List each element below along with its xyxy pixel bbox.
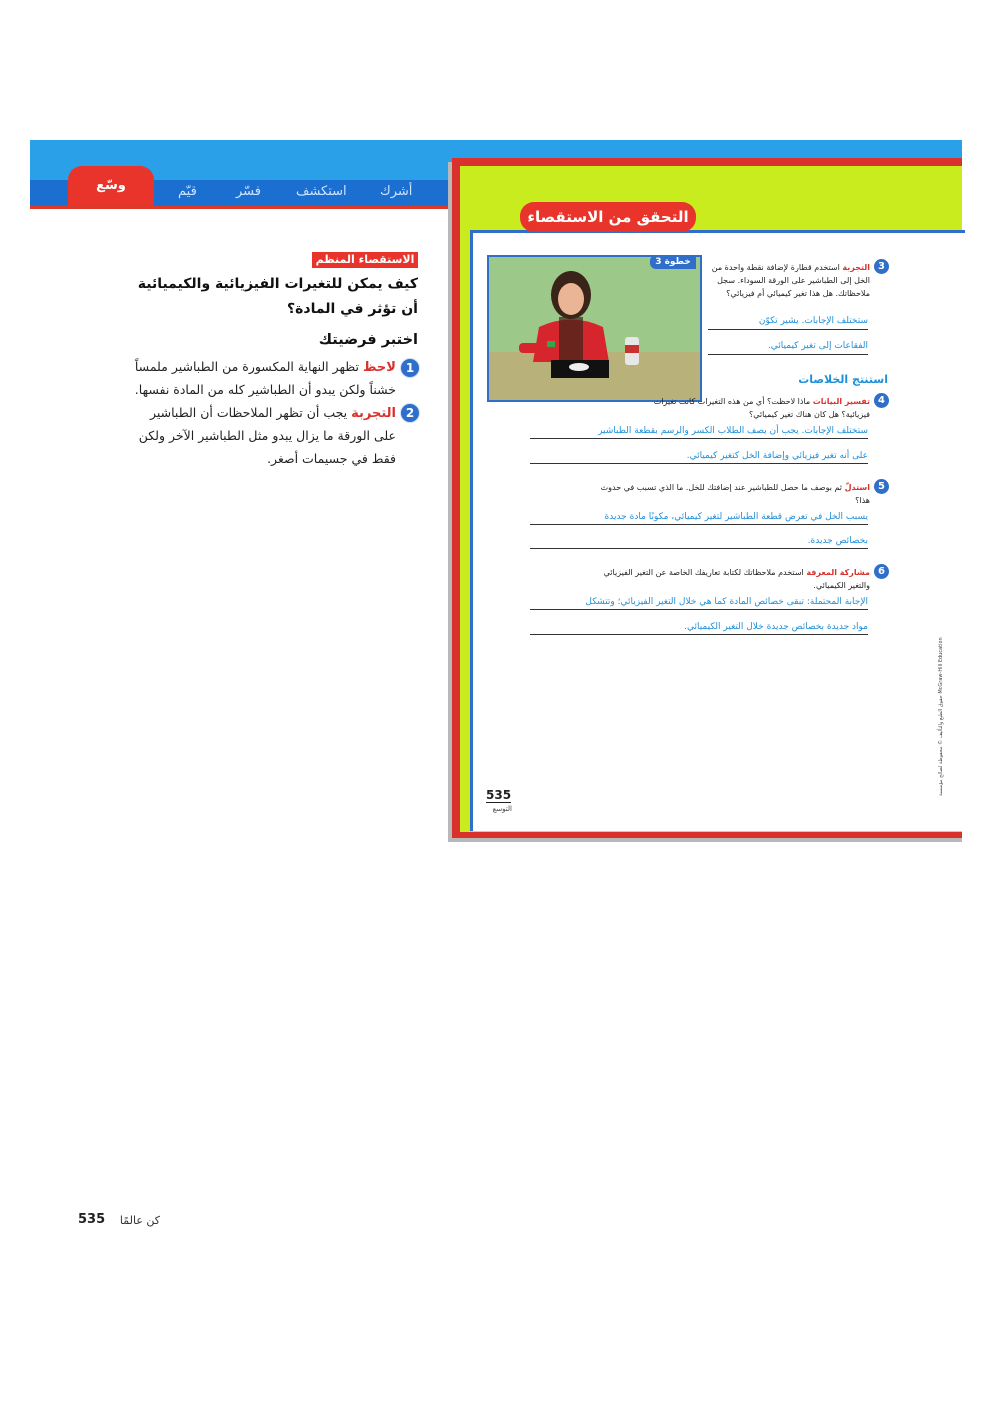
item-2-line-3: فقط في جسيمات أصغر. <box>267 451 396 466</box>
answer-line <box>530 609 868 610</box>
question-line-2: أن تؤثر في المادة؟ <box>287 301 418 317</box>
step-tag: خطوة 3 <box>650 255 696 269</box>
step-6-number: 6 <box>874 564 889 579</box>
panel-page-word: التوسع <box>492 805 512 813</box>
footer-page-number: 535 <box>78 1212 106 1227</box>
item-1-number: 1 <box>400 358 420 378</box>
girl-experiment-illustration <box>489 257 700 400</box>
answer-line <box>530 524 868 525</box>
step-5-answer-2: بخصائص جديدة. <box>807 536 868 546</box>
step-4-label: تفسير البيانات <box>812 397 870 406</box>
hypothesis-heading: اختبر فرضيتك <box>318 332 418 348</box>
step-4-body: ماذا لاحظت؟ أي من هذه التغيرات كانت تغيرات فيزيائية؟ هل كان هناك تغير كيميائي؟ <box>653 397 870 419</box>
answer-line <box>530 548 868 549</box>
step-6-body: استخدم ملاحظاتك لكتابة تعاريفك الخاصة عن التغير الفيزيائي والتغير الكيميائي. <box>603 568 870 590</box>
step-3-answer-2: الفقاعات إلى تغير كيميائي. <box>767 341 868 351</box>
item-2-text: يجب أن تظهر الملاحظات أن الطباشير <box>149 405 348 420</box>
answer-line <box>530 634 868 635</box>
tab-explore[interactable]: استكشف <box>296 184 347 199</box>
step-6-label: مشاركة المعرفة <box>806 568 870 577</box>
panel-page-number: 535 <box>486 788 512 802</box>
item-1-label: لاحظ <box>363 360 396 375</box>
structured-inquiry-tag: الاستقصاء المنظم <box>312 252 418 268</box>
step-3-number: 3 <box>874 259 889 274</box>
tab-evaluate[interactable]: قيّم <box>178 184 197 199</box>
item-2-label: التجربة <box>351 406 396 421</box>
experiment-photo <box>487 255 702 402</box>
step-4-number: 4 <box>874 393 889 408</box>
step-6-answer-1: الإجابة المحتملة: تبقى خصائص المادة كما هي خلال التغير الفيزيائي؛ وتتشكل <box>585 597 868 607</box>
item-1-line-2: خشناً ولكن يبدو أن الطباشير كله من المادة نفسها. <box>134 382 396 397</box>
copyright-vertical: حقوق الطبع والتأليف © محفوظة لصالح مؤسسة McGraw-Hill Education <box>938 637 944 796</box>
answer-line <box>530 438 868 439</box>
step-4-answer-1: ستختلف الإجابات. يجب أن يصف الطلاب الكسر والرسم بقطعة الطباشير <box>598 426 868 436</box>
question-line-1: كيف يمكن للتغيرات الفيزيائية والكيميائية <box>137 276 418 292</box>
tab-expand-active[interactable]: وسّع <box>68 166 154 206</box>
step-3-text <box>704 261 870 300</box>
step-3-body: استخدم قطارة لإضافة نقطة واحدة من الخل إلى الطباشير على الورقة السوداء. سجل ملاحظاتك. هل هذا تغير كيميائي أم فيزيائي؟ <box>711 263 870 298</box>
tab-engage[interactable]: أشرك <box>380 184 413 199</box>
tab-explain[interactable]: فسّر <box>236 184 261 199</box>
item-2-line-2: على الورقة ما يزال يبدو مثل الطباشير الآخر ولكن <box>138 428 396 443</box>
conclusions-heading: استنتج الخلاصات <box>798 373 888 386</box>
step-3-label: التجربة <box>842 263 870 272</box>
item-2-line-1 <box>110 401 396 425</box>
step-5-text <box>590 481 870 507</box>
footer-text: كن عالمًا <box>119 1214 160 1227</box>
step-5-body: ثم بوصف ما حصل للطباشير عند إضافتك للخل. ما الذي تسبب في حدوث هذا؟ <box>600 483 870 505</box>
item-1-text: تظهر النهاية المكسورة من الطباشير ملمساً <box>134 359 360 374</box>
answer-line <box>708 354 868 355</box>
step-5-answer-1: يسبب الخل في تعرض قطعة الطباشير لتغير كيميائي، مكونًا مادة جديدة <box>604 512 868 522</box>
step-4-text <box>650 395 870 421</box>
step-4-answer-2: على أنه تغير فيزيائي وإضافة الخل كتغير كيميائي. <box>686 451 868 461</box>
panel-banner: التحقق من الاستقصاء <box>520 202 696 232</box>
step-6-text <box>600 566 870 592</box>
answer-line <box>708 329 868 330</box>
step-6-answer-2: مواد جديدة بخصائص جديدة خلال التغير الكيميائي. <box>684 622 868 632</box>
answer-line <box>530 463 868 464</box>
step-5-number: 5 <box>874 479 889 494</box>
step-3-answer-1: ستختلف الإجابات. يشير تكوّن <box>758 316 868 326</box>
step-5-label: استدلّ <box>844 483 870 492</box>
item-2-number: 2 <box>400 403 420 423</box>
item-1-line-1 <box>110 355 396 379</box>
